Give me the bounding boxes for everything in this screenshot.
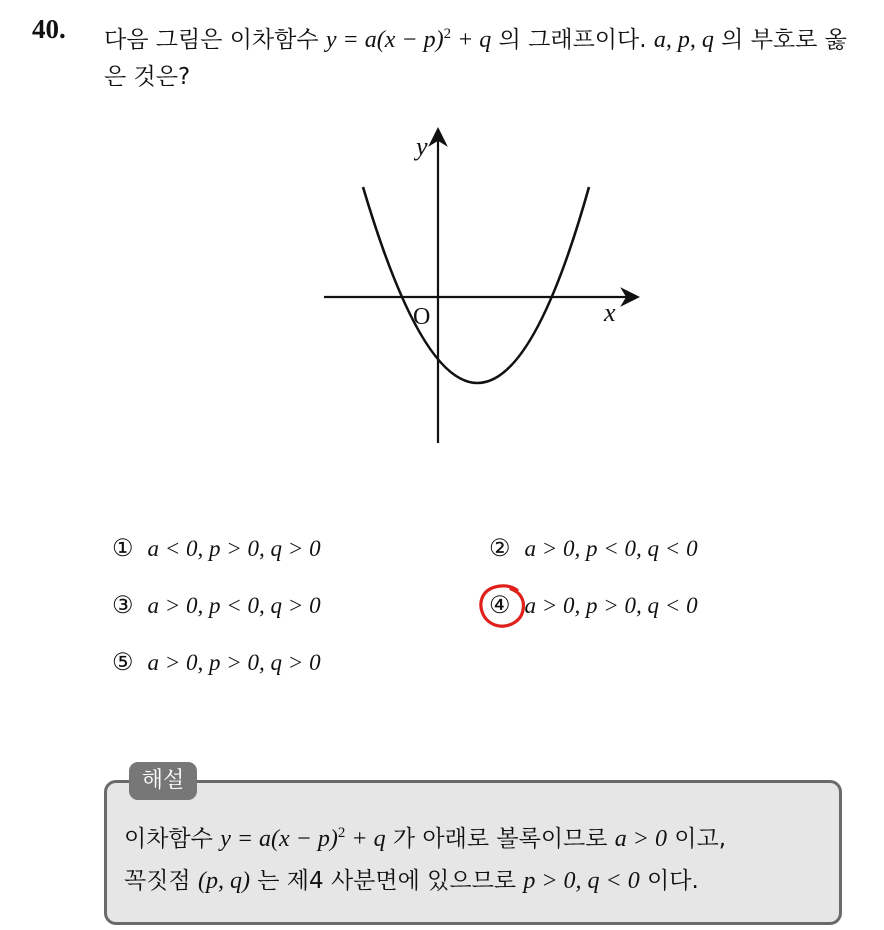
parabola-graph	[318, 125, 648, 450]
option-5-condition: a > 0, p > 0, q > 0	[147, 650, 321, 675]
option-3-mark: ③	[112, 593, 134, 619]
question-formula: $y = a(x - p)^2 + q$	[325, 26, 492, 53]
option-3-condition: a > 0, p < 0, q > 0	[147, 593, 321, 618]
answer-circle-mark	[477, 582, 529, 630]
option-5[interactable]	[112, 648, 321, 678]
option-2-mark: ②	[489, 536, 511, 562]
option-3[interactable]	[112, 591, 321, 621]
option-5-mark: ⑤	[112, 650, 134, 676]
option-1[interactable]	[112, 534, 321, 564]
option-2[interactable]	[489, 534, 698, 564]
explanation-vertex: (p, q)	[197, 868, 250, 894]
option-2-condition: a > 0, p < 0, q < 0	[524, 536, 698, 561]
question-text-end: 의 부호로 옳은 것은?	[104, 27, 847, 90]
explanation-line-1: 이차함수 $y = a(x - p)^2 + q$ 가 아래로 볼록이므로 a > 0 이고,	[124, 825, 727, 852]
option-4-mark: ④	[489, 593, 511, 619]
parabola-curve	[363, 187, 589, 383]
explanation-condition-a: a > 0	[614, 826, 667, 852]
question-number: 40.	[32, 14, 66, 44]
x-axis-label: x	[604, 298, 616, 327]
explanation-formula: $y = a(x - p)^2 + q$	[220, 825, 386, 852]
option-1-condition: a < 0, p > 0, q > 0	[147, 536, 321, 561]
question-vars: a, p, q	[653, 27, 714, 53]
origin-label: O	[413, 304, 431, 330]
explanation-line-2: 꼭짓점 (p, q) 는 제4 사분면에 있으므로 p > 0, q < 0 이다.	[124, 868, 699, 894]
question-text-before: 다음 그림은 이차함수	[104, 27, 326, 53]
y-axis-label: y	[416, 132, 428, 161]
explanation-condition-pq: p > 0, q < 0	[523, 868, 640, 894]
question-text	[104, 16, 864, 96]
explanation-text	[124, 812, 840, 902]
option-1-mark: ①	[112, 536, 134, 562]
explanation-tag: 해설	[129, 762, 197, 800]
question-text-after: 의 그래프이다.	[491, 27, 654, 53]
option-4-condition: a > 0, p > 0, q < 0	[524, 593, 698, 618]
